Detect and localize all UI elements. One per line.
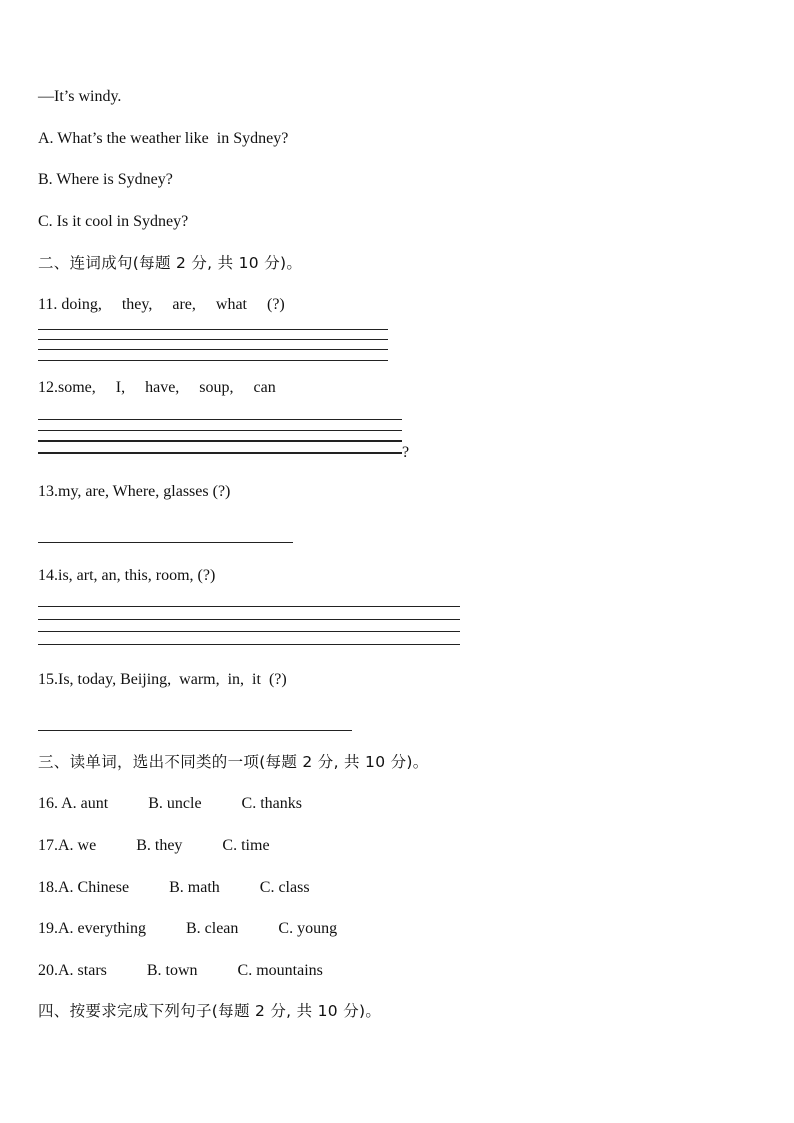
section-2-heading: 二、连词成句(每题 2 分, 共 10 分)。	[38, 254, 303, 272]
answer-rule	[38, 606, 460, 607]
option-b: B. Where is Sydney?	[38, 171, 173, 188]
answer-rule	[38, 419, 402, 420]
answer-rule	[38, 339, 388, 340]
answer-rule	[38, 730, 352, 731]
answer-rule	[38, 542, 293, 543]
section-3-heading: 三、读单词，选出不同类的一项(每题 2 分, 共 10 分)。	[38, 753, 429, 771]
answer-rule	[38, 360, 388, 361]
answer-rule	[38, 619, 460, 620]
section-4-heading: 四、按要求完成下列句子(每题 2 分, 共 10 分)。	[38, 1002, 382, 1020]
question-15: 15.Is, today, Beijing, warm, in, it (?)	[38, 671, 287, 688]
question-16: 16. A. aunt B. uncle C. thanks	[38, 795, 302, 812]
question-19: 19.A. everything B. clean C. young	[38, 920, 338, 937]
question-18: 18.A. Chinese B. math C. class	[38, 879, 310, 896]
question-12: 12.some, I, have, soup, can	[38, 379, 276, 396]
answer-rule	[38, 430, 402, 431]
answer-rule	[38, 452, 402, 454]
question-12-end-mark: ?	[402, 444, 410, 461]
answer-rule	[38, 440, 402, 442]
option-a: A. What’s the weather like in Sydney?	[38, 130, 289, 147]
answer-line: —It’s windy.	[38, 88, 122, 105]
question-20: 20.A. stars B. town C. mountains	[38, 962, 323, 979]
question-11: 11. doing, they, are, what (?)	[38, 296, 285, 313]
question-14: 14.is, art, an, this, room, (?)	[38, 567, 216, 584]
answer-rule	[38, 349, 388, 350]
question-17: 17.A. we B. they C. time	[38, 837, 270, 854]
answer-rule	[38, 631, 460, 632]
answer-rule	[38, 329, 388, 330]
option-c: C. Is it cool in Sydney?	[38, 213, 189, 230]
answer-rule	[38, 644, 460, 645]
question-13: 13.my, are, Where, glasses (?)	[38, 483, 231, 500]
